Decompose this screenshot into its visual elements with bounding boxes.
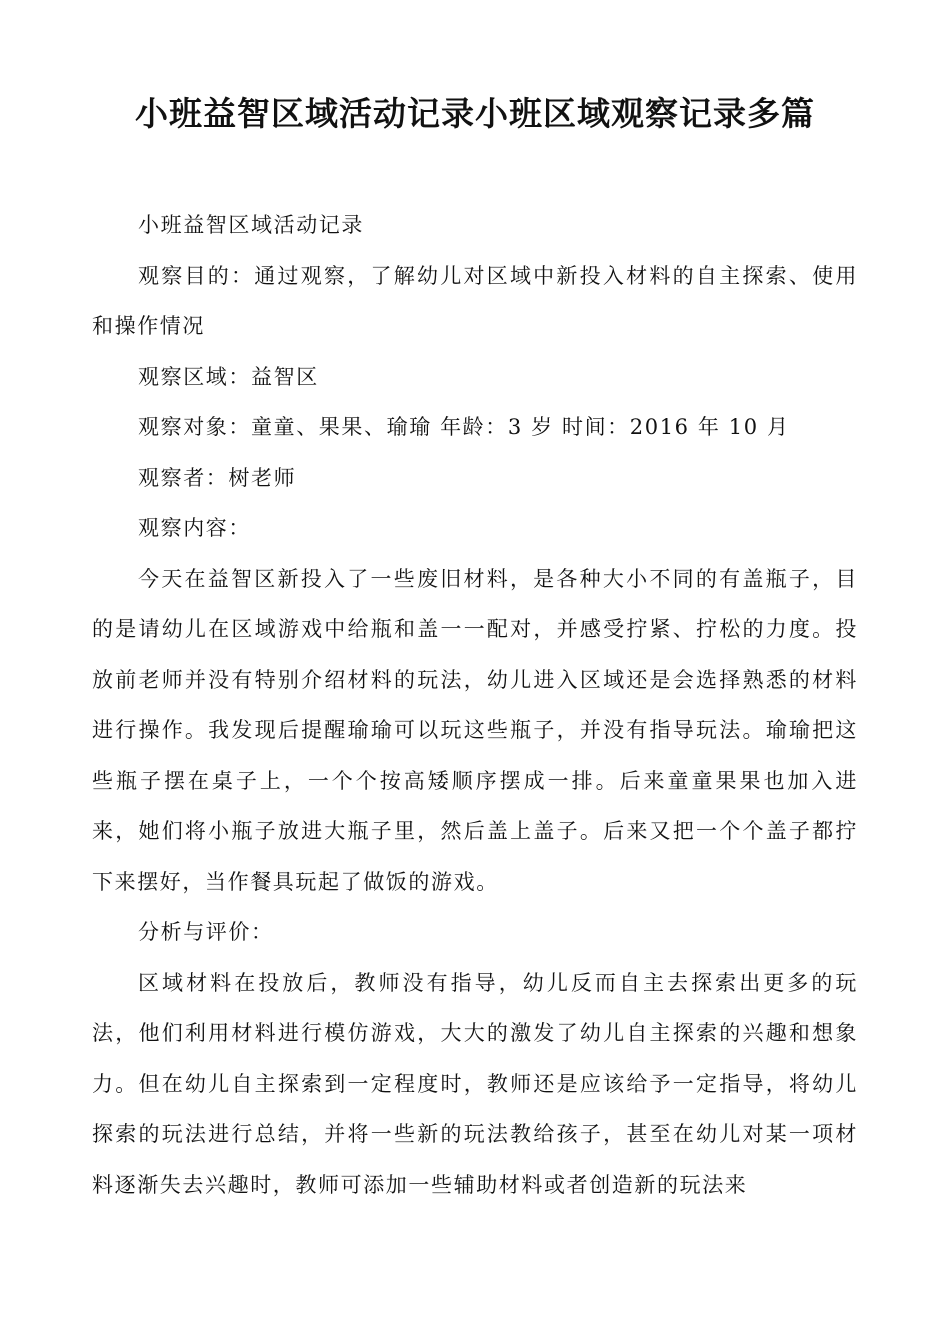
- paragraph-observation-purpose: 观察目的：通过观察，了解幼儿对区域中新投入材料的自主探索、使用和操作情况: [92, 263, 858, 338]
- document-title: 小班益智区域活动记录小班区域观察记录多篇: [135, 94, 815, 133]
- paragraph-analysis: 区域材料在投放后，教师没有指导，幼儿反而自主去探索出更多的玩法，他们利用材料进行模仿游戏，大大的激发了幼儿自主探索的兴趣和想象力。但在幼儿自主探索到一定程度时，教师还是应该给予一定指导，将幼儿探索的玩法进行总结，并将一些新的玩法教给孩子，甚至在幼儿对某一项材料逐渐失去兴趣时，教师可添加一些辅助材料或者创造新的玩法来: [92, 970, 858, 1197]
- paragraph-observation-area: 观察区域：益智区: [138, 364, 319, 389]
- paragraph-heading: 小班益智区域活动记录: [138, 213, 364, 237]
- paragraph-observation-content-label: 观察内容：: [138, 516, 251, 540]
- paragraph-observer: 观察者：树老师: [138, 465, 297, 490]
- paragraph-analysis-label: 分析与评价：: [138, 920, 274, 944]
- paragraph-observation-content: 今天在益智区新投入了一些废旧材料，是各种大小不同的有盖瓶子，目的是请幼儿在区域游戏中给瓶和盖一一配对，并感受拧紧、拧松的力度。投放前老师并没有特别介绍材料的玩法，幼儿进入区域还是会选择熟悉的材料进行操作。我发现后提醒瑜瑜可以玩这些瓶子，并没有指导玩法。瑜瑜把这些瓶子摆在桌子上，一个个按高矮顺序摆成一排。后来童童果果也加入进来，她们将小瓶子放进大瓶子里，然后盖上盖子。后来又把一个个盖子都拧下来摆好，当作餐具玩起了做饭的游戏。: [92, 566, 858, 894]
- paragraph-observation-subjects: 观察对象：童童、果果、瑜瑜 年龄：3 岁 时间：2016 年 10 月: [138, 415, 790, 439]
- document-body: [92, 200, 858, 1210]
